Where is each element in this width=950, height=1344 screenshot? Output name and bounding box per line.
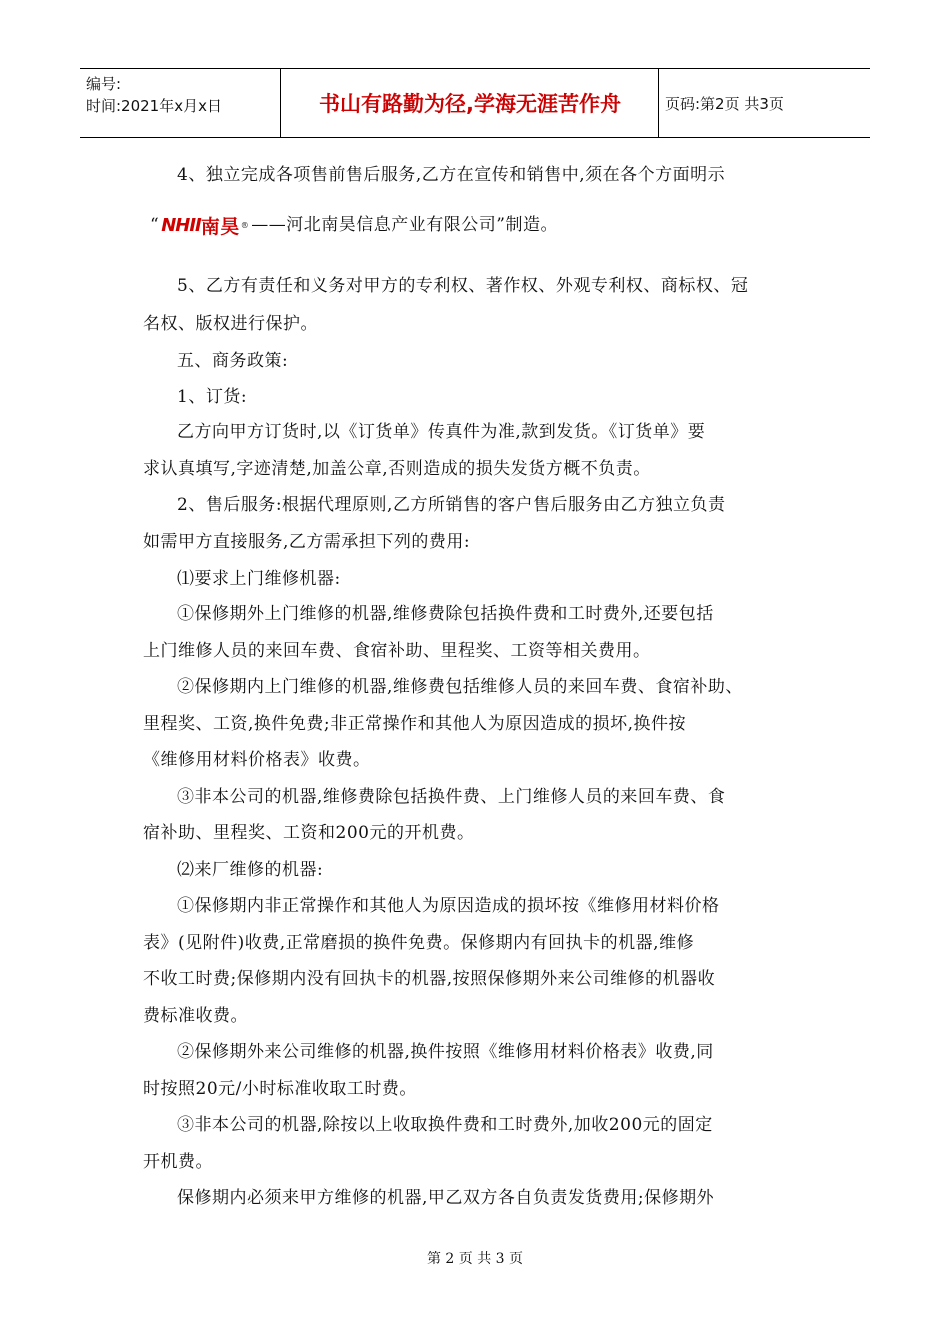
quote-open: “: [150, 215, 160, 235]
page-footer: 第 2 页 共 3 页: [426, 1251, 524, 1267]
body-line: 宿补助、里程奖、工资和200元的开机费。: [143, 823, 475, 843]
body-line: 不收工时费;保修期内没有回执卡的机器,按照保修期外来公司维修的机器收: [143, 969, 716, 989]
body-line: ①保修期外上门维修的机器,维修费除包括换件费和工时费外,还要包括: [177, 604, 714, 624]
body-line: 费标准收费。: [143, 1006, 248, 1026]
body-line: 如需甲方直接服务,乙方需承担下列的费用:: [143, 532, 471, 552]
body-line: 《维修用材料价格表》收费。: [143, 750, 371, 770]
body-line: ②保修期外来公司维修的机器,换件按照《维修用材料价格表》收费,同: [177, 1042, 714, 1062]
header-motto: 书山有路勤为径,学海无涯苦作舟: [319, 92, 621, 116]
header-divider: [658, 69, 659, 137]
page-header: [80, 68, 870, 138]
body-line: ①保修期内非正常操作和其他人为原因造成的损坏按《维修用材料价格: [177, 896, 720, 916]
header-page-info: 页码:第2页 共3页: [665, 94, 784, 113]
body-line: 名权、版权进行保护。: [143, 314, 318, 334]
section-heading: 五、商务政策:: [177, 351, 289, 371]
body-line: 表》(见附件)收费,正常磨损的换件免费。保修期内有回执卡的机器,维修: [143, 933, 695, 953]
body-line: 时按照20元/小时标准收取工时费。: [143, 1079, 417, 1099]
body-line: 2、售后服务:根据代理原则,乙方所销售的客户售后服务由乙方独立负责: [177, 495, 726, 515]
code-label: 编号:: [86, 75, 122, 93]
subsection-heading: 1、订货:: [177, 387, 248, 407]
time-label: 时间:2021年x月x日: [86, 97, 222, 115]
body-line: 开机费。: [143, 1152, 213, 1172]
registered-mark: ®: [240, 221, 250, 230]
header-meta: [80, 69, 280, 137]
body-line: 5、乙方有责任和义务对甲方的专利权、著作权、外观专利权、商标权、冠: [177, 276, 749, 296]
body-line: ③非本公司的机器,维修费除包括换件费、上门维修人员的来回车费、食: [177, 787, 726, 807]
body-line: 上门维修人员的来回车费、食宿补助、里程奖、工资等相关费用。: [143, 641, 651, 661]
body-line: 保修期内必须来甲方维修的机器,甲乙双方各自负责发货费用;保修期外: [177, 1188, 715, 1208]
body-line: 里程奖、工资,换件免费;非正常操作和其他人为原因造成的损坏,换件按: [143, 714, 687, 734]
body-line: 乙方向甲方订货时,以《订货单》传真件为准,款到发货。《订货单》要: [177, 422, 706, 442]
body-text: ——河北南昊信息产业有限公司”制造。: [251, 215, 558, 235]
logo-cn: 南昊: [200, 216, 240, 238]
body-line-with-logo: [150, 210, 558, 239]
logo-latin: NHII: [161, 215, 201, 236]
body-line: ⑵来厂维修的机器:: [177, 860, 324, 880]
body-line: ③非本公司的机器,除按以上收取换件费和工时费外,加收200元的固定: [177, 1115, 713, 1135]
body-line: ⑴要求上门维修机器:: [177, 569, 341, 589]
header-divider: [280, 69, 281, 137]
nanhao-logo: [161, 212, 249, 239]
body-line: 4、独立完成各项售前售后服务,乙方在宣传和销售中,须在各个方面明示: [177, 165, 726, 185]
body-line: 求认真填写,字迹清楚,加盖公章,否则造成的损失发货方概不负责。: [143, 459, 651, 479]
body-line: ②保修期内上门维修的机器,维修费包括维修人员的来回车费、食宿补助、: [177, 677, 743, 697]
